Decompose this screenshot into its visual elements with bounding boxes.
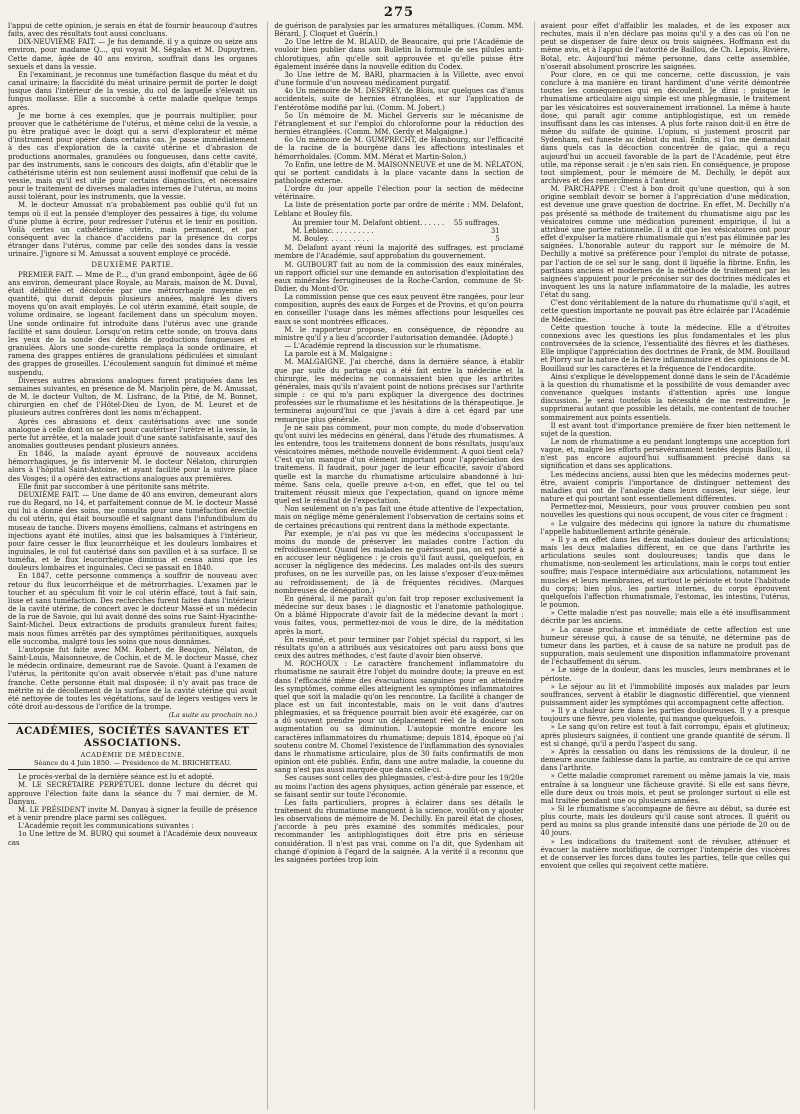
paragraph: » Il y a en effet dans les deux maladies douleur des articulations; mais les deux maladies diffèrent, en ce que dans l'arthrite les articulations seules sont douloureuses; tandis que dans le rhumatisme, non-seulement les articulations, mais le corps tout entier souffre; mais l'espace intermédiaire aux articulations, notamment les muscles et leurs membranes, et surtout le périoste et toute l'habitude du corps; bien plus, les parties internes, du corps éprouvent quelquefois l'affection rhumatismale, l'estomac, les intestins, l'utérus, le poumon. — [540, 535, 790, 610]
paragraph: M. PARCHAPPE : C'est à bon droit qu'une question, qui à son origine semblait devoir se borner à l'appréciation d'une médication, est devenue une grave question de doctrine. En effet, M. Dechilly n'a pas présenté sa méthode de traitement du rhumatisme aigu par les vésicatoires comme une médication purement empirique, il lui a attribué une portée rationnelle. Il a dit que les vésicatoires ont pour effet d'expulser la matière rhumatismale qui n'est pas éliminée par les saignées. L'honorable auteur du rapport sur le mémoire de M. Dechilly a motivé sa préférence pour l'emploi du nitrate de potasse, par l'action de ce sel sur le sang, dont il liquéfie la fibrine. Enfin, les partisans anciens et modernes de la méthode de traitement par les saignées s'appuient pour le préconiser sur des doctrines médicales et invoquent les uns la nature inflammatoire de la maladie, les autres l'état du sang. — [540, 185, 790, 300]
vote-row — [274, 219, 523, 227]
paragraph: Non seulement on n'a pas fait une étude attentive de l'expectation, mais on néglige même généralement l'observation de certains soins et de certaines précautions qui rentrent dans la méthode expectante. — [274, 505, 524, 530]
paragraph: L'autopsie fut faite avec MM. Robert, de Beaujon, Nélaton, de Saint-Louis, Maisonneuve, de Cochin, et de M. le docteur Massé, chez le médecin ordinaire, demeurant rue de Savoie. Quant à l'examen de l'utérus, la péritonite qu'on avait observée n'était pas d'une nature franche. Cette personne était mal disposée; il n'y avait pas trace de métrite ni de décollement de la surface de la cavité utérine qui avait été nettoyée de toutes les végétations, sauf de légers vestiges vers le côté droit au-dessous de l'orifice de la trompe. — [8, 645, 258, 711]
paragraph: « Le vulgaire des médecins qui ignore la nature du rhumatisme l'appelle habituellement arthrite générale. — [540, 519, 790, 536]
paragraph: » Cette maladie compromet rarement ou même jamais la vie, mais entraîne à sa longueur une fâcheuse gravité. Si elle est sans fièvre, elle dure deux ou trois mois, et peut se prolonger surtout si elle est mal traitée pendant une ou plusieurs années. — [540, 772, 790, 805]
columns — [8, 22, 790, 1110]
paragraph: Le procès-verbal de la dernière séance est lu et adopté. — [18, 773, 215, 782]
paragraph: Diverses autres abrasions analogues furent pratiquées dans les semaines suivantes, en présence de M. Marjolin père, de M. Amussat, de M. le docteur Vulton, de M. Lisfranc, de la Pitié, de M. Bonnet, chirurgien en chef de l'Hôtel-Dieu de Lyon, de M. Leuret et de plusieurs autres confrères dont les noms m'échappent. — [8, 376, 258, 418]
session-line: Séance du 4 Juin 1850. — Présidence de M. BRICHETEAU. — [33, 759, 232, 768]
to-be-continued: (La suite au prochain no.) — [168, 711, 258, 720]
paragraph: 6o Un mémoire de M. GUMPRECHT, de Hambourg, sur l'efficacité de la racine de la bourgène dans les affections intestinales et hémorrhoïdales. (Comm. MM. Mérat et Martin-Solon.) — [274, 136, 524, 161]
paragraph: Elle finit par succomber à une péritonite sans métrite. — [18, 482, 210, 491]
paragraph: M. MALGAIGNE. J'ai cherché, dans la dernière séance, à établir que par suite du partage qui a été fait entre la médecine et la chirurgie, les médecins ne connaissaient bien que les arthrites générales, mais qu'ils n'avaient point de notions précises sur l'arthrite simple : ce qui m'a paru expliquer la divergence des doctrines professées sur le rhumatisme et les hésitations de la thérapeutique. Je terminerai aujourd'hui ce que j'avais à dire à cet égard par une remarque plus générale. — [274, 358, 524, 424]
paragraph: l'appui de cette opinion, je serais en état de fournir beaucoup d'autres faits, avec des résultats tout aussi concluans. — [8, 22, 258, 39]
paragraph: La liste de présentation porte par ordre de mérite : MM. Delafont, Leblanc et Bouley fils. — [274, 201, 524, 218]
academy-name: ACADÉMIE DE MÉDECINE. — [80, 751, 185, 760]
paragraph: Ainsi s'explique le développement donné dans le sein de l'Académie à la question du rhumatisme et la possibilité de vous demander avec convenance quelques instants d'attention après une longue discussion. Je serai toutefois la nécessité de me restreindre. Je supprimerai autant que possible les détails, me contentant de toucher sommairement aux points essentiels. — [540, 372, 790, 422]
paragraph: La commission pense que ces eaux peuvent être rangées, pour leur composition, auprès des eaux de Forges et de Provins, et qu'on pourra en conseiller l'usage dans les mêmes affections pour lesquelles ces eaux se sont montrées efficaces. — [274, 293, 524, 326]
paragraph: » Le séjour au lit et l'immobilité imposés aux malades par leurs souffrances, servent à établir le diagnostic différentiel, que viennent puissamment aider les symptômes qui accompagnent cette affection. — [540, 682, 790, 707]
paragraph: » Le siége de la douleur, dans les muscles, leurs membranes et le périoste. — [540, 666, 790, 683]
paragraph: 4o Un mémoire de M. DESPREY, de Blois, sur quelques cas d'anus accidentels, suite de hernies étranglées, et sur l'application de l'entérotôme modifié par lui. (Comm. M. Jobert.) — [274, 87, 524, 112]
paragraph: Il est avant tout d'importance première de fixer bien nettement le sujet de la question. — [540, 421, 790, 438]
paragraph: avaient pour effet d'affaiblir les malades, et de les exposer aux rechutes, mais il n'en déclare pas moins qu'il y a des cas où l'on ne peut se dispenser de faire deux ou trois saignées. Hoffmann est du même avis, et à l'appui de l'autorité de Baillou, de Ch. Lepois, Rivière, Botal, etc. Aujourd'hui même personne, dans cette assemblée, n'oserait absolument proscrire les saignées. — [540, 22, 790, 71]
paragraph: » La cause prochaine et immédiate de cette affection est une humeur séreuse qui, à cause de sa ténuité, ne détermine pas de tumeur dans les parties, et à cause de sa nature ne produit pas de suppuration, mais seulement une disposition inflammatoire provenant de l'échauffement du sérum. — [540, 625, 790, 667]
paragraph: Le nom de rhumatisme a eu pendant longtemps une acception fort vague, et, malgré les efforts persévéramment tentés depuis Baillou, il n'est pas encore aujourd'hui suffisamment précisé dans sa signification et dans ses applications. — [540, 437, 790, 471]
paragraph: DIX-NEUVIÈME FAIT. — Je fus demandé, il y a quinze ou seize ans environ, pour madame Q..., qui voyait M. Ségalas et M. Dupuytren. Cette dame, âgée de 40 ans environ, souffrait dans les organes sexuels et dans la vessie. — [8, 38, 258, 71]
paragraph: M. LE SECRÉTAIRE PERPÉTUEL donne lecture du décret qui approuve l'élection faite dans la séance du 7 mai dernier, de M. Danyau. — [8, 781, 258, 806]
page-number: 275 — [383, 5, 415, 20]
paragraph: Les médecins anciens, aussi bien que les médecins modernes peut-être, avaient compris l'importance de distinguer nettement des maladies qui ont de l'analogie dans leurs causes, leur siége, leur nature et qui pourtant sont essentiellement différentes. — [540, 470, 790, 504]
paragraph: L'Académie reçoit les communications suivantes : — [18, 822, 194, 831]
paragraph: de guérison de paralysies par les armatures métalliques. (Comm. MM. Bérard, J. Cloquet et Guérin.) — [274, 22, 524, 39]
paragraph: DEUXIÈME FAIT. — Une dame de 40 ans environ, demeurant alors rue du Regard, no 14, et parfaitement connue de M. le docteur Massé qui lui a donné des soins, me consulta pour une tuméfaction érectile du col utérin, qui était boursouflé et saignant dans l'infundibulum du museau de tanche. Divers moyens émolliens, calmans et astringens en injections ayant été inutiles, ainsi que les balsamiques à l'intérieur, pour faire cesser le flux leucorrhéique et les douleurs lombaires et inguinales, le col fut cautérisé dans son pavillon et à sa surface. Il se tuméfia, et le flux leucorrhéique diminua et cessa ainsi que les douleurs lombaires et inguinales. Ceci se passait en 1840. — [8, 490, 258, 573]
paragraph: Je ne sais pas comment, pour mon compte, du mode d'observation qu'ont suivi les médecins en général, dans l'étude des rhumatismes. A les entendre, tous les traitemens donnent de bons résultats, jusqu'aux vésicatoires mêmes, méthode nouvelle évidemment. A quoi tient cela? C'est qu'on manque d'un élément important pour l'appréciation des traitemens. Il faudrait, pour juger de leur efficacité, savoir d'abord quelle est la marche du rhumatisme articulaire abandonné à lui-même. Sans cela, quelle preuve a-t-on, en effet, que tel ou tel traitement réussit mieux que l'expectation, quand on ignore même quel est le résultat de l'expectation. — [274, 423, 524, 506]
paragraph: » Si le rhumatisme s'accompagne de fièvre au début, sa durée est plus courte, mais les douleurs qu'il cause sont atroces. Il guérit ou perd au moins sa plus grande intensité dans une période de 20 ou de 40 jours. — [540, 805, 790, 838]
paragraph: » Après la cessation ou dans les rémissions de la douleur, il ne demeure aucune faiblesse dans la partie, au contraire de ce qui arrive dans l'arthrite. — [540, 747, 790, 773]
paragraph: En l'examinant, je reconnus une tuméfaction flasque du méat et du canal urinaire; la flaccidité du méat urinaire permit de porter le doigt jusque dans l'intérieur de la vessie, du col de laquelle s'élevait un fungus mollasse. Elle a succombé à cette maladie quelque temps après. — [8, 70, 258, 112]
paragraph: M. ROCHOUX : Le caractère franchement inflammatoire du rhumatisme ne saurait être l'objet du moindre doute; la preuve en est dans l'efficacité même des évacuations sanguines pour en atteindre les symptômes, comme elles atteignent les symptômes inflammatoires quel que soit la maladie qu'on les rencontre. La facilité à changer de place est un fait incontestable, mais on le voit dans d'autres phlegmasies, et sa fréquence pourrait bien avoir été exagérée, car on a dû souvent prendre pour un déplacement réel de la douleur son augmentation ou sa diminution. L'autopsie montre encore les caractères inflammatoires du rhumatisme; depuis 1814, époque où j'ai soutenu contre M. Chomel l'existence de l'inflammation des synoviales dans le rhumatisme articulaire, plus de 30 faits confirmatifs de mon opinion ont été publiés. Enfin, dans une autre maladie, la couenne du sang n'est pas aussi marquée que dans celle-ci. — [274, 660, 524, 775]
academies-header — [8, 723, 257, 770]
paragraph: — L'Académie reprend la discussion sur le rhumatisme. — [284, 342, 481, 351]
paragraph: » Le sang qu'on retire est tout à fait corrompu, épais et glutineux; après plusieurs saignées, il contient une grande quantité de sérum. Il est si changé, qu'il a perdu l'aspect du sang. — [540, 723, 790, 748]
paragraph: La parole est à M. Malgaigne : — [284, 350, 393, 359]
paragraph: Après ces abrasions et deux cautérisations avec une sonde analogue à celle dont on se sert pour cautériser l'urètre et la vessie, la perte fut arrêtée, et la malade jouit d'une santé satisfaisante, sauf des anomalies goutteuses pendant plusieurs années. — [8, 417, 258, 450]
vote-candidate: M. Bouley. . . . . . . . . . — [292, 235, 369, 244]
paragraph: 3o Une lettre de M. BARI, pharmacien à la Villette, avec envoi d'une formule d'un nouveau médicament purgatif. — [274, 70, 524, 88]
paragraph: En général, il me paraît qu'on fait trop reposer exclusivement la médecine sur deux bases : le diagnostic et l'anatomie pathologique. On a blâmé Hippocrate d'avoir fait de la médecine devant la mort : vous faites, vous, permettez-moi de vous le dire, de la méditation après la mort. — [274, 594, 524, 636]
vote-row — [274, 235, 523, 243]
column-2 — [267, 22, 523, 1110]
paragraph: 5o Un mémoire de M. Michel Gerveris sur le mécanisme de l'étranglement et sur l'emploi du chloroforme pour la réduction des hernies étranglées. (Comm. MM. Gerdy et Malgaigne.) — [274, 111, 524, 137]
paragraph: » Cette maladie n'est pas nouvelle; mais elle a été insuffisamment décrite par les anciens. — [540, 609, 790, 626]
academies-title: ACADÉMIES, SOCIÉTÉS SAVANTES ET ASSOCIATIONS. — [15, 726, 250, 750]
paragraph: Je me borne à ces exemples, que je pourrais multiplier, pour prouver que le cathétérisme de l'utérus, et même celui de la vessie, a pu être pratiqué avec le doigt qui a servi d'explorateur et même d'instrument pour opérer dans certains cas. Je passe immédiatement à des cas d'exploration de la cavité utérine et d'abrasion de productions anormales, granulées ou fongueuses, dans cette cavité, par des instruments, sans le concours des doigts, afin d'établir que le cathétérisme utérin est non seulement aussi inoffensif que celui de la vessie, mais qu'il est utile pour certains diagnostics, et nécessaire pour le traitement de diverses maladies internes de l'utérus, au moins aussi tolérant, pour les instruments, que la vessie. — [8, 111, 258, 202]
vote-count: 55 suffrages. — [453, 218, 500, 227]
vote-results — [274, 219, 523, 243]
paragraph: Les faits particuliers, propres à éclairer dans ses détails le traitement du rhumatisme manquent à la science, voulût-on y ajouter les observations de mémoire de M. Dechilly. En pareil état de choses, j'accorde à peu près examiné des sommités médicales, pour recommander les antiphlogistiques doit être pris en sérieuse considération. Il n'est pas vrai, comme on l'a dit, que Sydenham ait changé d'opinion à l'égard de la saignée. A la vérité il a reconnu que les saignées portées trop loin — [274, 798, 524, 864]
paragraph: En résumé, et pour terminer par l'objet spécial du rapport, si les résultats qu'on a attribués aux vésicatoires ont paru aussi bons que ceux des autres méthodes, c'est faute d'avoir bien observé. — [274, 635, 524, 661]
paragraph: Pour clore, en ce qui me concerne, cette discussion, je vais conclure à ma manière en tirant hardiment d'une vérité démontrée toutes les conséquences qui en découlent. Je dirai : puisque le rhumatisme articulaire aigu simple est une phlegmasie, le traitement par les vésicatoires est souverainement irrationnel. La même à haute dose, qui paraît agir comme antiphlogistique, est un remède insuffisant dans les cas intenses. A plus forte raison doit-il en être de même du sulfate de quinine. L'opium, si justement proscrit par Sydenham, est funeste au début du mal. Enfin, si l'on me demandait dans quels cas la décoction concentrée de gaïac, qui a reçu aujourd'hui un accueil favorable de la part de l'Académie, peut être utile, ma réponse serait : je n'en sais rien. En conséquence, je propose tout simplement, pour le mémoire de M. Dechilly, le dépôt aux archives et des remercîmens à l'auteur. — [540, 70, 790, 185]
paragraph: » Les indications du traitement sont de révulser, atténuer et évacuer la matière morbifique, de corriger l'intempérie des viscères et de conserver les forces dans toutes les parties, telle que celles qui envoient que celles qui reçoivent cette matière. — [540, 837, 790, 871]
paragraph: M. GUIBOURT fait au nom de la commission des eaux minérales, un rapport officiel sur une demande en autorisation d'exploitation des eaux minérales ferrugineuses de la Roche-Cardon, commune de St-Didier, du Mont-d'Or. — [274, 260, 524, 293]
paragraph: Permettez-moi, Messieurs, pour vous prouver combien peu sont nouvelles les questions qui nous occupent, de vous citer ce fragment : — [540, 503, 790, 520]
paragraph: Par exemple, je n'ai pas vu que les médecins s'occupassent le moins du monde de préserver les malades contre l'action du refroidissement. Quand les malades ne guérissent pas, on est porté à en accuser leur négligence : je crois qu'il faut aussi, quelquefois, en accuser la négligence des médecins. Les malades ont-ils des sueurs profuses, on ne les surveille pas, on les laisse s'exposer d'eux-mêmes au refroidissement; de là de fréquentes récidives. (Marques nombreuses de dénégation.) — [274, 529, 524, 595]
paragraph: M. LE PRÉSIDENT invite M. Danyau à signer la feuille de présence et à venir prendre place parmi ses collègues. — [8, 805, 258, 823]
vote-count: 31 — [490, 226, 500, 235]
paragraph: L'ordre du jour appelle l'élection pour la section de médecine vétérinaire. — [274, 185, 524, 202]
vote-count: 5 — [495, 235, 500, 244]
vote-candidate: Au premier tour M. Delafont obtient. . . . . . — [292, 218, 445, 227]
paragraph: » Il y a chaleur âcre dans les parties douloureuses. Il y a presque toujours une fièvre, peu violente, qui manque quelquefois. — [540, 707, 790, 724]
paragraph: Ses causes sont celles des phlegmasies, c'est-à-dire pour les 19/20e au moins l'action des agens physiques, action générale par essence, et se faisant sentir sur toute l'économie. — [274, 774, 524, 799]
vote-candidate: M. Leblanc. . . . . . . . . . — [292, 226, 374, 235]
section-heading: DEUXIÈME PARTIE. — [91, 260, 174, 269]
column-1 — [8, 22, 257, 1110]
paragraph: M. le docteur Amussat n'a probablement pas oublié qu'il fut un temps où il eut la pensée d'employer des pessaires à tige, du volume d'une plume à écrire, pour redresser l'utérus et le tenir en position. Voilà certes un cathétérisme utérin, mais permanent, et par conséquent avec la chance d'accidens par la présence du corps étranger dans l'utérus, comme par celle des sondes dans la vessie urinaire. J'ignore si M. Amussat a souvent employé ce procédé. — [8, 201, 258, 259]
vote-row — [274, 227, 523, 235]
paragraph: 1o Une lettre de M. BURQ qui soumet à l'Académie deux nouveaux cas — [8, 830, 258, 847]
paragraph: 7o Enfin, une lettre de M. MAISONNEUVE et une de M. NÉLATON, qui se portent candidats à la place vacante dans la section de pathologie externe. — [274, 160, 524, 185]
column-3 — [534, 22, 790, 1110]
paragraph: 2o Une lettre de M. BLAUD, de Beaucaire, qui prie l'Académie de vouloir bien publier dans son Bulletin la formule de ses pilules anti-chlorotiques, afin qu'elle soit approuvée et qu'elle puisse être également insérée dans la nouvelle édition du Codex. — [274, 38, 524, 71]
paragraph: En 1846, la malade ayant éprouvé de nouveaux accidens hémorrhagiques, je fis intervenir M. le docteur Nélaton, chirurgien alors à l'hôpital Saint-Antoine, et ayant facilité pour la suivre place des Vosges; il a opéré des extractions analogues aux premières. — [8, 450, 258, 483]
paragraph: Cette question touche à toute la médecine. Elle a d'étroites connexions avec les questions les plus fondamentales et les plus controversées de la science, l'essentialité des fièvres et les diathèses. Elle implique l'appréciation des doctrines de Frank, de MM. Bouillaud et Piorry sur la nature de la fièvre inflammatoire et des opinions de M. Bouillaud sur les caractères et la fréquence de l'endocardite. — [540, 323, 790, 373]
paragraph: M. Delafont ayant réuni la majorité des suffrages, est proclamé membre de l'Académie, sauf approbation du gouvernement. — [274, 244, 524, 261]
paragraph: PREMIER FAIT. — Mme de P..., d'un grand embonpoint, âgée de 66 ans environ, demeurant place Royale, au Marais, maison de M. Duval, était débilitée et décolorée par une métrorrhagie moyenne en quantité, qui durait depuis plusieurs années, malgré les divers moyens qu'on avait employés. Le col utérin examiné, était souple, de volume ordinaire, se logeant facilement dans un spéculum moyen. Une sonde ordinaire fut introduite dans l'utérus avec une grande facilité et sans douleur. Lorsqu'on retira cette sonde, on trouva dans les yeux de la sonde des débris de productions fongueuses et granulées. Alors une sonde-curette remplaça la sonde ordinaire, et ramena des grappes entières de granulations pédiculées et simulant des grappes de groseilles. L'écoulement sanguin fut diminué et même suspendu. — [8, 270, 258, 377]
paragraph: C'est donc véritablement de la nature du rhumatisme qu'il s'agit, et cette question importante ne pouvait pas être éclairée par l'Académie de Médecine. — [540, 299, 790, 324]
paragraph: M. le rapporteur propose, en conséquence, de répondre au ministre qu'il y a lieu d'accorder l'autorisation demandée. (Adopté.) — [274, 325, 524, 342]
paragraph: En 1847, cette personne commença à souffrir de nouveau avec retour du flux leucorrhéique et de métrorrhagies. L'examen par le toucher et au spéculum fit voir le col utérin effacé, tout à fait sain, lisse et sans tuméfaction. Des recherches furent faites dans l'intérieur de la cavité utérine, de concert avec le docteur Massé et un médecin de la rue de Savoie, qui lui avait donné des soins rue Saint-Hyacinthe-Saint-Michel. Deux extractions de produits granuleux furent faites; mais nous fûmes arrêtés par des symptômes péritonitiques, auxquels elle succomba, malgré tous les soins que nous donnâmes. — [8, 572, 258, 646]
